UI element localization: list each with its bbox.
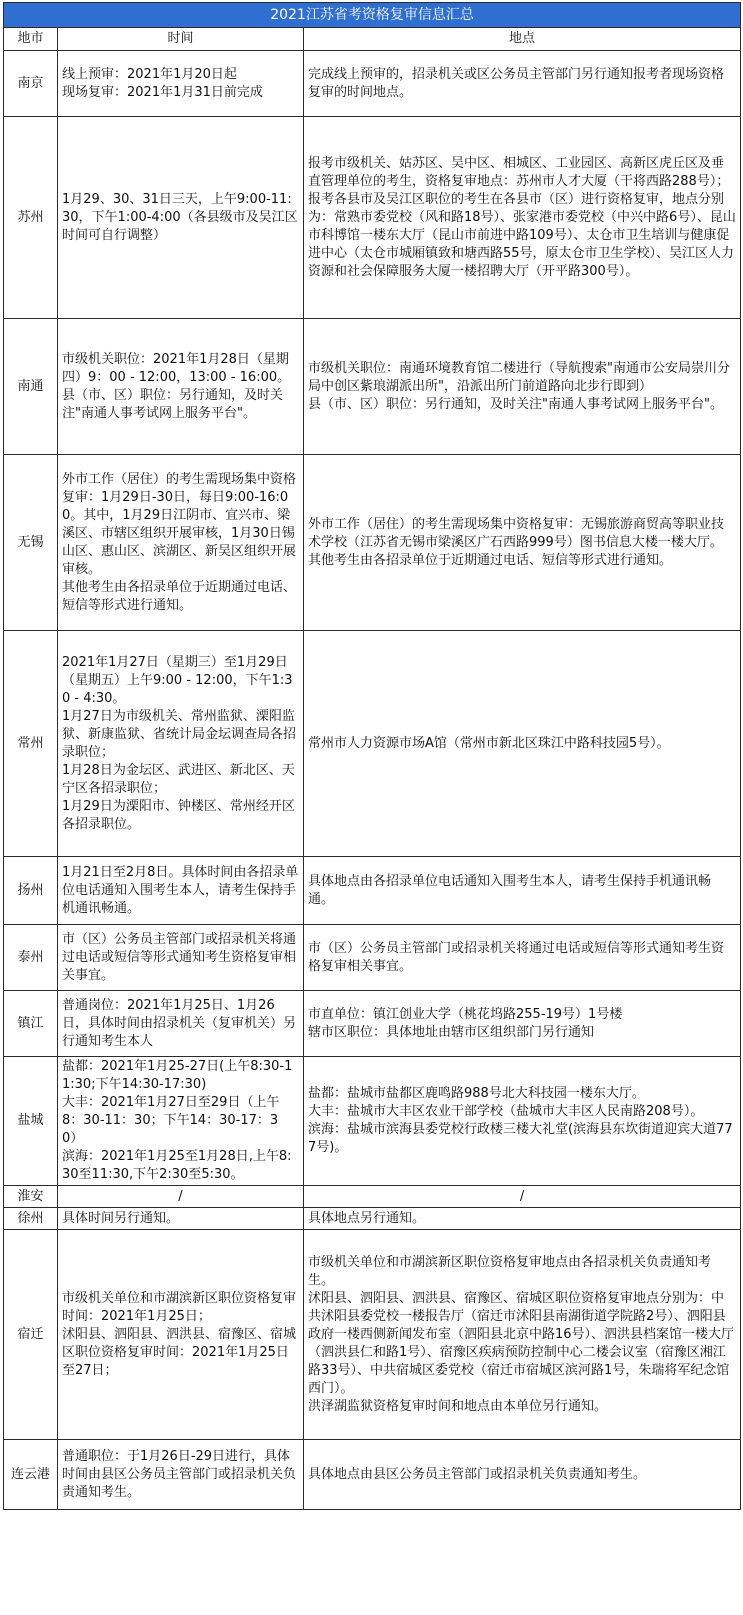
- city-cell: 盐城: [4, 1057, 58, 1186]
- time-cell: 具体时间另行通知。: [58, 1208, 304, 1230]
- place-cell: 外市工作（居住）的考生需现场集中资格复审：无锡旅游商贸高等职业技术学校（江苏省无锡市梁溪区广石西路999号）图书信息大楼一楼大厅。 其他考生由各招录单位于近期通过电话、短信等形式进行通知。: [304, 455, 741, 631]
- table-row: [4, 991, 741, 1057]
- time-cell: 市级机关职位：2021年1月28日（星期四）9：00 - 12:00，13:00 - 16:00。 县（市、区）职位：另行通知，及时关注"南通人事考试网上服务平台"。: [58, 319, 304, 455]
- city-cell: 常州: [4, 631, 58, 857]
- city-cell: 泰州: [4, 925, 58, 991]
- city-cell: 连云港: [4, 1440, 58, 1510]
- place-cell: 市级机关单位和市湖滨新区职位资格复审地点由各招录机关负责通知考生。 沭阳县、泗阳县、泗洪县、宿豫区、宿城区职位资格复审地点分别为：中共沭阳县委党校一楼报告厅（宿迁市沭阳县南湖街道学院路2号）、泗阳县政府一楼西侧新闻发布室（泗阳县北京中路16号）、泗洪县档案馆一楼大厅（泗洪县仁和路1号）、宿豫区疾病预防控制中心二楼会议室（宿豫区湘江路33号）、中共宿城区委党校（宿迁市宿城区滨河路1号，朱瑞将军纪念馆西门）。 洪泽湖监狱资格复审时间和地点由本单位另行通知。: [304, 1230, 741, 1440]
- time-cell: 1月21日至2月8日。具体时间由各招录单位电话通知入围考生本人，请考生保持手机通讯畅通。: [58, 857, 304, 925]
- place-cell: 报考市级机关、姑苏区、吴中区、相城区、工业园区、高新区虎丘区及垂直管理单位的考生，资格复审地点：苏州市人才大厦（干将西路288号）； 报考各县市及吴江区职位的考生在各县市（区）进行资格复审，地点分别为：常熟市委党校（风和路18号）、张家港市委党校（中兴中路6号）、昆山市科博馆一楼东大厅（昆山市前进中路109号）、太仓市卫生培训与健康促进中心（太仓市城厢镇致和塘西路55号，原太仓市卫生学校）、吴江区人力资源和社会保障服务大厦一楼招聘大厅（开平路300号）。: [304, 117, 741, 319]
- time-cell: 市（区）公务员主管部门或招录机关将通过电话或短信等形式通知考生资格复审相关事宜。: [58, 925, 304, 991]
- place-cell: 具体地点由各招录单位电话通知入围考生本人，请考生保持手机通讯畅通。: [304, 857, 741, 925]
- review-info-table: [3, 2, 741, 1510]
- place-cell: 市级机关职位：南通环境教育馆二楼进行（导航搜索"南通市公安局崇川分局中创区紫琅湖派出所"，沿派出所门前道路向北步行即到） 县（市、区）职位：另行通知，及时关注"南通人事考试网上服务平台"。: [304, 319, 741, 455]
- table-header-row: [4, 28, 741, 51]
- table-row: [4, 51, 741, 117]
- time-cell: 线上预审：2021年1月20日起 现场复审：2021年1月31日前完成: [58, 51, 304, 117]
- city-cell: 镇江: [4, 991, 58, 1057]
- place-cell: 具体地点由县区公务员主管部门或招录机关负责通知考生。: [304, 1440, 741, 1510]
- city-cell: 无锡: [4, 455, 58, 631]
- document-page: [3, 2, 740, 1510]
- time-cell: 2021年1月27日（星期三）至1月29日（星期五）上午9:00 - 12:00，下午1:30 - 4:30。 1月27日为市级机关、常州监狱、溧阳监狱、新康监狱、省统计局金坛调查局各招录职位； 1月28日为金坛区、武进区、新北区、天宁区各招录职位； 1月29日为溧阳市、钟楼区、常州经开区各招录职位。: [58, 631, 304, 857]
- place-cell: 盐都：盐城市盐都区鹿鸣路988号北大科技园一楼东大厅。 大丰：盐城市大丰区农业干部学校（盐城市大丰区人民南路208号）。 滨海：盐城市滨海县委党校行政楼三楼大礼堂(滨海县东坎街道迎宾大道777号)。: [304, 1057, 741, 1186]
- place-cell: 市（区）公务员主管部门或招录机关将通过电话或短信等形式通知考生资格复审相关事宜。: [304, 925, 741, 991]
- table-row: [4, 117, 741, 319]
- time-cell: 市级机关单位和市湖滨新区职位资格复审时间：2021年1月25日； 沭阳县、泗阳县、泗洪县、宿豫区、宿城区职位资格复审时间：2021年1月25日至27日；: [58, 1230, 304, 1440]
- city-cell: 宿迁: [4, 1230, 58, 1440]
- time-cell: /: [58, 1186, 304, 1208]
- table-title-row: [4, 3, 741, 28]
- time-cell: 普通岗位：2021年1月25日、1月26日，具体时间由招录机关（复审机关）另行通知考生本人: [58, 991, 304, 1057]
- table-row: [4, 925, 741, 991]
- table-row: [4, 1057, 741, 1186]
- place-cell: 完成线上预审的，招录机关或区公务员主管部门另行通知报考者现场资格复审的时间地点。: [304, 51, 741, 117]
- header-time: 时间: [58, 28, 304, 51]
- city-cell: 徐州: [4, 1208, 58, 1230]
- city-cell: 南京: [4, 51, 58, 117]
- header-city: 地市: [4, 28, 58, 51]
- place-cell: 常州市人力资源市场A馆（常州市新北区珠江中路科技园5号）。: [304, 631, 741, 857]
- table-row: [4, 857, 741, 925]
- city-cell: 淮安: [4, 1186, 58, 1208]
- table-row: [4, 1186, 741, 1208]
- city-cell: 南通: [4, 319, 58, 455]
- place-cell: 具体地点另行通知。: [304, 1208, 741, 1230]
- time-cell: 普通职位：于1月26日-29日进行，具体时间由县区公务员主管部门或招录机关负责通知考生。: [58, 1440, 304, 1510]
- table-row: [4, 1440, 741, 1510]
- header-place: 地点: [304, 28, 741, 51]
- table-title: 2021江苏省考资格复审信息汇总: [4, 3, 741, 28]
- table-row: [4, 631, 741, 857]
- time-cell: 外市工作（居住）的考生需现场集中资格复审：1月29日-30日，每日9:00-16:00。其中，1月29日江阴市、宜兴市、梁溪区、市辖区组织开展审核，1月30日锡山区、惠山区、滨湖区、新吴区组织开展审核。 其他考生由各招录单位于近期通过电话、短信等形式进行通知。: [58, 455, 304, 631]
- place-cell: 市直单位：镇江创业大学（桃花坞路255-19号）1号楼 辖市区职位：具体地址由辖市区组织部门另行通知: [304, 991, 741, 1057]
- table-row: [4, 1208, 741, 1230]
- table-row: [4, 319, 741, 455]
- place-cell: /: [304, 1186, 741, 1208]
- table-row: [4, 455, 741, 631]
- time-cell: 1月29、30、31日三天，上午9:00-11:30，下午1:00-4:00（各县级市及吴江区时间可自行调整）: [58, 117, 304, 319]
- city-cell: 苏州: [4, 117, 58, 319]
- city-cell: 扬州: [4, 857, 58, 925]
- time-cell: 盐都：2021年1月25-27日(上午8:30-11:30;下午14:30-17:30) 大丰：2021年1月27日至29日（上午8：30-11：30；下午14：30-17：30） 滨海：2021年1月25至1月28日,上午8:30至11:30,下午2:30至5:30。: [58, 1057, 304, 1186]
- table-row: [4, 1230, 741, 1440]
